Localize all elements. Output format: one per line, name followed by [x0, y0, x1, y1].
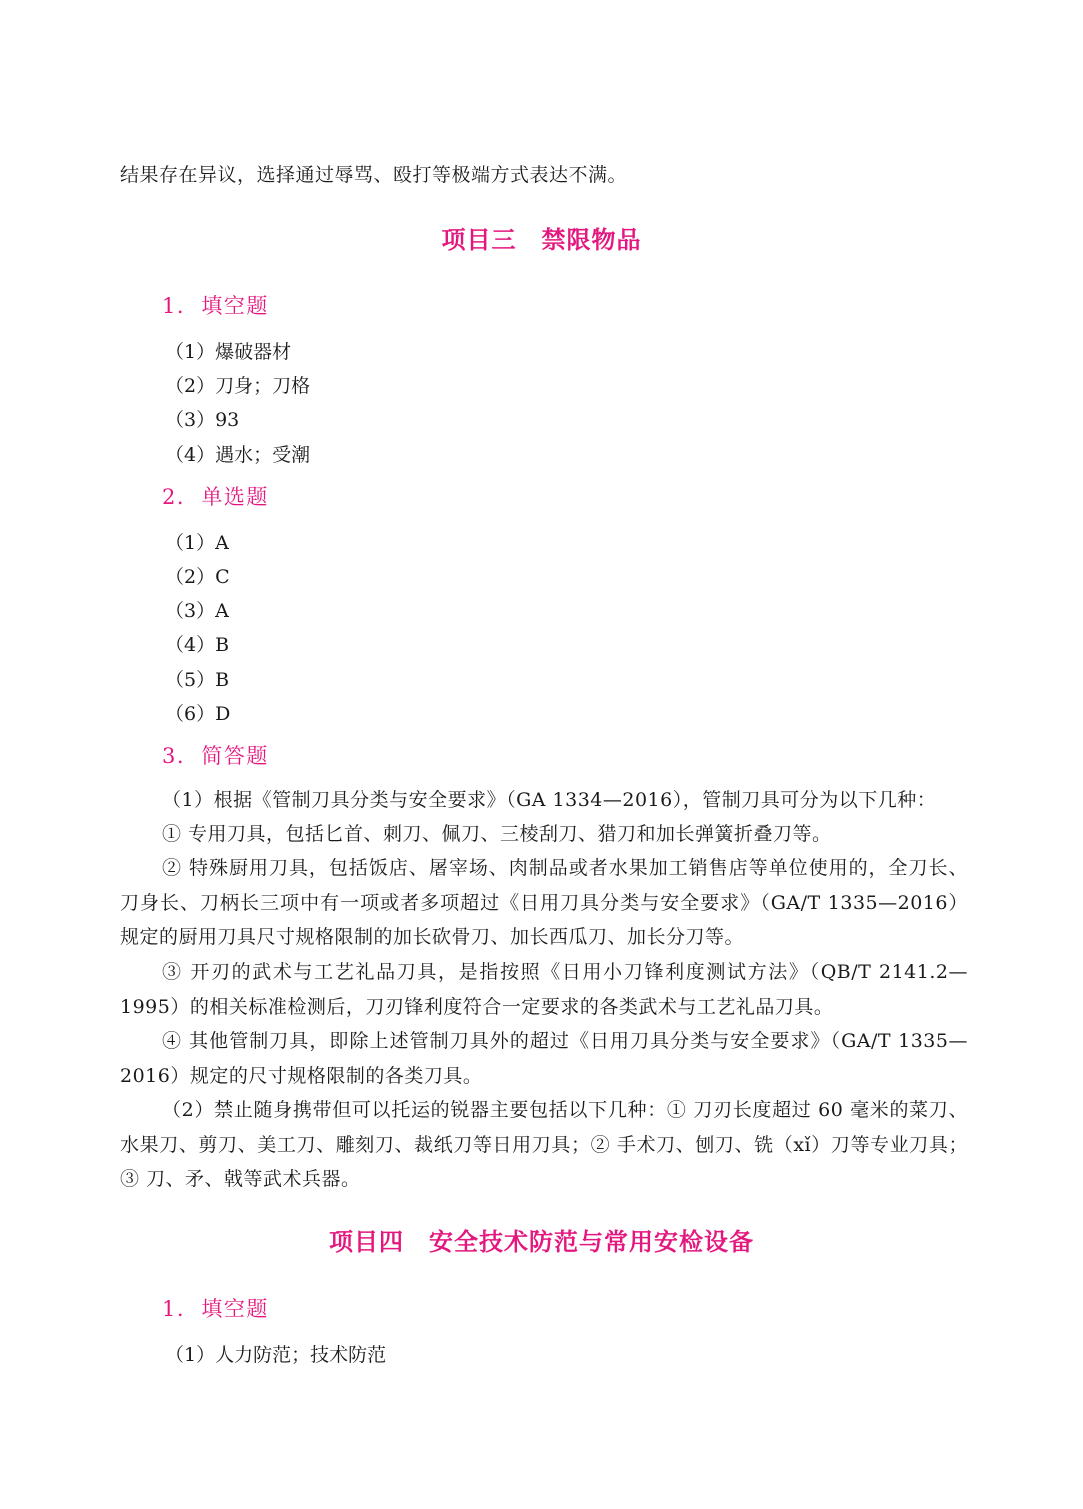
p3-single-choice-item: （1）A [165, 532, 229, 554]
p3-answer-paragraph: ④ 其他管制刀具，即除上述管制刀具外的超过《日用刀具分类与安全要求》（GA/T 1335—2016）规定的尺寸规格限制的各类刀具。 [120, 1030, 968, 1087]
p4-section-fill-blank-heading: 1. 填空题 [162, 1297, 269, 1321]
p3-answer-paragraph: ② 特殊厨用刀具，包括饭店、屠宰场、肉制品或者水果加工销售店等单位使用的，全刀长、刀身长、刀柄长三项中有一项或者多项超过《日用刀具分类与安全要求》（GA/T 1335—2016）规定的厨用刀具尺寸规格限制的加长砍骨刀、加长西瓜刀、加长分刀等。 [120, 857, 968, 948]
p3-answer-paragraph: ③ 开刃的武术与工艺礼品刀具，是指按照《日用小刀锋利度测试方法》（QB/T 2141.2—1995）的相关标准检测后，刀刃锋利度符合一定要求的各类武术与工艺礼品刀具。 [120, 961, 968, 1018]
p3-fill-blank-item: （3）93 [165, 409, 240, 431]
p3-answer-paragraph: ① 专用刀具，包括匕首、刺刀、佩刀、三棱刮刀、猎刀和加长弹簧折叠刀等。 [162, 823, 832, 845]
p3-single-choice-item: （6）D [165, 703, 231, 725]
p3-single-choice-item: （3）A [165, 600, 229, 622]
p3-fill-blank-item: （1）爆破器材 [165, 341, 292, 363]
p3-section-single-choice-heading: 2. 单选题 [162, 485, 269, 509]
p3-section-fill-blank-heading: 1. 填空题 [162, 294, 269, 318]
p4-fill-blank-item: （1）人力防范；技术防范 [165, 1344, 387, 1366]
p3-single-choice-item: （4）B [165, 634, 230, 656]
p3-answer-paragraph: （2）禁止随身携带但可以托运的锐器主要包括以下几种：① 刀刃长度超过 60 毫米的菜刀、水果刀、剪刀、美工刀、雕刻刀、裁纸刀等日用刀具；② 手术刀、刨刀、铣（xǐ）刀等专业刀具；③ 刀、矛、戟等武术兵器。 [120, 1099, 968, 1190]
p3-section-short-answer-heading: 3. 简答题 [162, 744, 269, 768]
p3-answer-paragraph: （1）根据《管制刀具分类与安全要求》（GA 1334—2016），管制刀具可分为以下几种： [162, 789, 937, 811]
project4-title: 项目四 安全技术防范与常用安检设备 [329, 1227, 754, 1256]
p3-fill-blank-item: （4）遇水；受潮 [165, 444, 311, 466]
project3-title: 项目三 禁限物品 [441, 225, 642, 254]
p3-single-choice-item: （2）C [165, 566, 230, 588]
p3-fill-blank-item: （2）刀身；刀格 [165, 375, 311, 397]
intro-line: 结果存在异议，选择通过辱骂、殴打等极端方式表达不满。 [120, 164, 628, 186]
p3-single-choice-item: （5）B [165, 669, 230, 691]
